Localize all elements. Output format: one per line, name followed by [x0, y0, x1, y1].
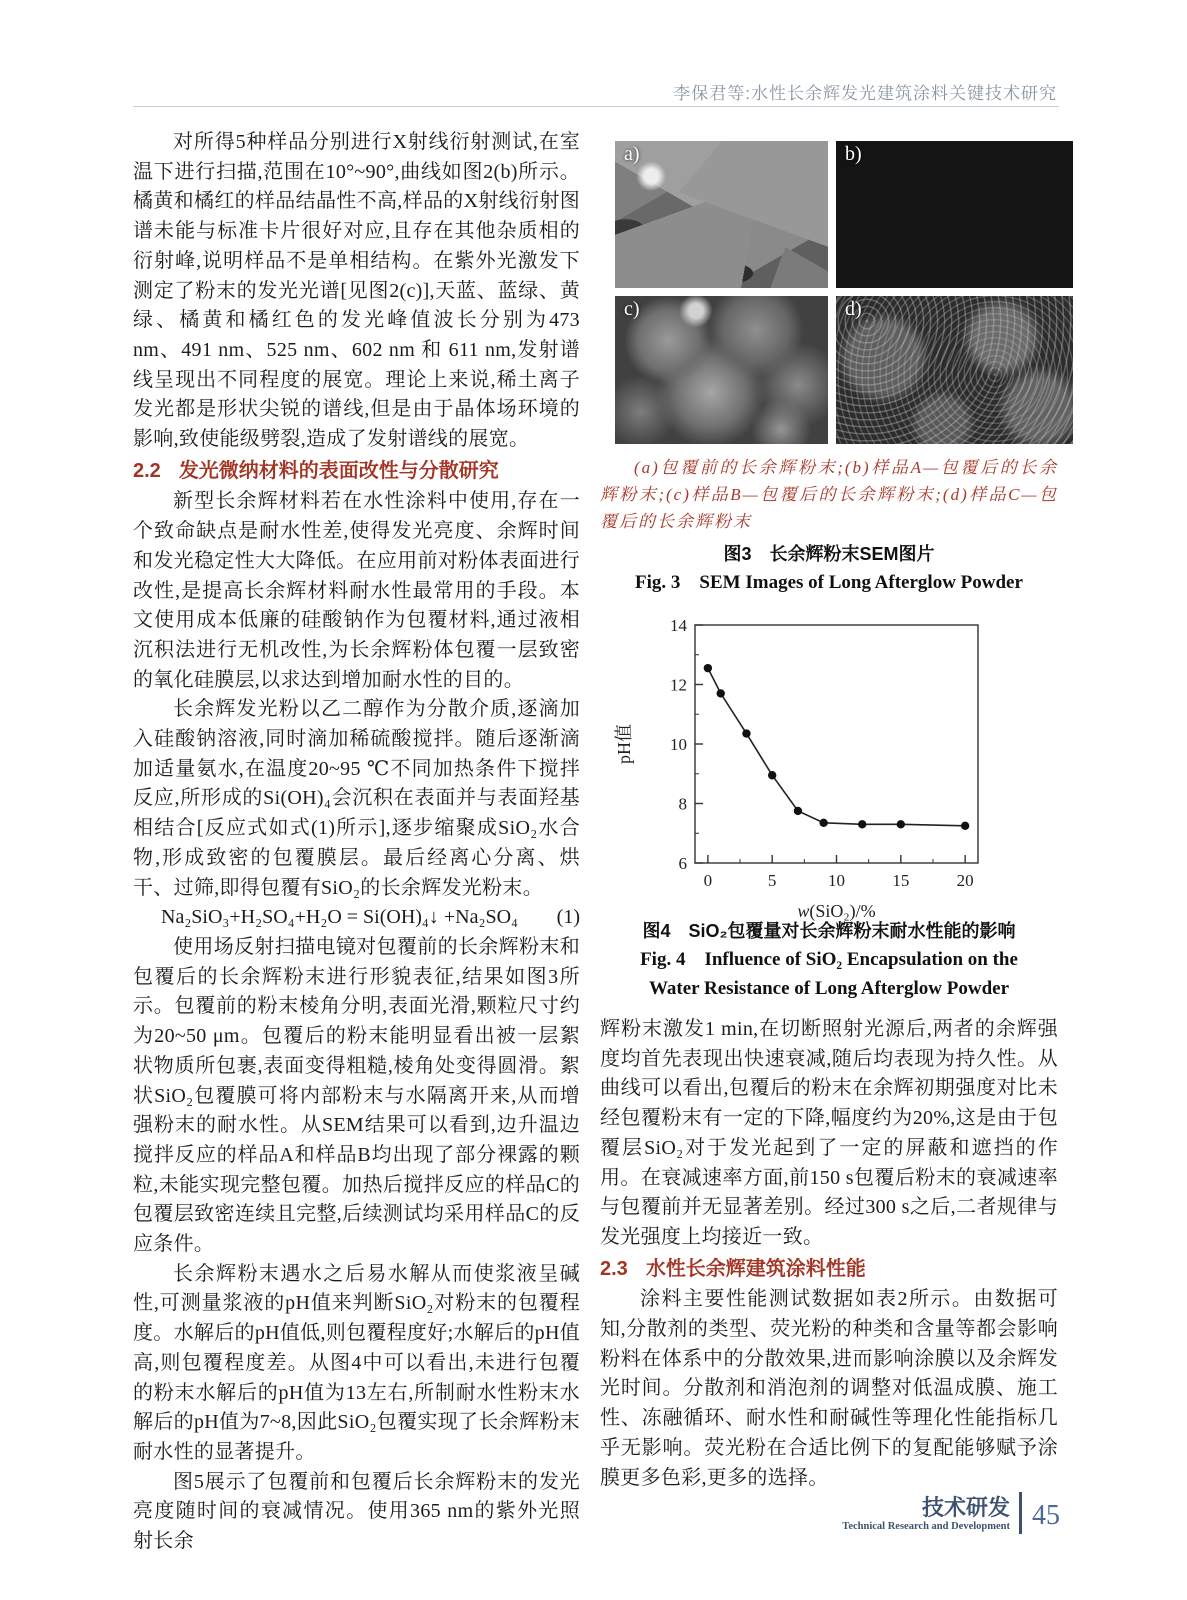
figure4-caption-cn: 图4 SiO₂包覆量对长余辉粉末耐水性能的影响: [642, 921, 1016, 941]
panel-label-a: a): [624, 143, 640, 165]
section-2-3-number: 2.3: [600, 1257, 628, 1280]
right-column: [600, 128, 1058, 1493]
header-rule: [133, 106, 1059, 107]
panel-label-d: d): [845, 298, 862, 320]
paragraph-ph-measurement: 长余辉粉末遇水之后易水解从而使浆液呈碱性,可测量浆液的pH值来判断SiO₂对粉末的包覆程度。水解后的pH值低,则包覆程度好;水解后的pH值高,则包覆程度差。从图4中可以看出,未进行包覆的粉末水解后的pH值为13左右,所制耐水性粉末水解后的pH值为7~8,因此SiO₂包覆实现了长余辉粉末耐水性的显著提升。: [133, 1262, 580, 1463]
figure3-panel-note: (a)包覆前的长余辉粉末;(b)样品A—包覆后的长余辉粉末;(c)样品B—包覆后的长余辉粉末;(d)样品C—包覆后的长余辉粉末: [600, 458, 1058, 531]
figure4-chart-wrap: [600, 605, 1058, 921]
panel-label-b: b): [845, 143, 862, 165]
figure3-caption-en: Fig. 3 SEM Images of Long Afterglow Powder: [635, 572, 1023, 593]
svg-text:w(SiO₂)/%: w(SiO₂)/%: [797, 901, 876, 921]
page-footer: [842, 1492, 1060, 1534]
figure3-caption-cn: 图3 长余辉粉末SEM图片: [723, 544, 935, 564]
equation-text: Na₂SiO₃+H₂SO₄+H₂O = Si(OH)₄↓ +Na₂SO₄: [161, 906, 519, 929]
paragraph-sem-characterization: 使用场反射扫描电镜对包覆前的长余辉粉末和包覆后的长余辉粉末进行形貌表征,结果如图3所示。包覆前的粉末棱角分明,表面光滑,颗粒尺寸约为20~50 μm。包覆后的粉末能明显看出被一层絮状物质所包裹,表面变得粗糙,棱角处变得圆滑。絮状SiO₂包覆膜可将内部粉末与水隔离开来,从而增强粉末的耐水性。从SEM结果可以看到,边升温边搅拌反应的样品A和样品B均出现了部分裸露的颗粒,未能实现完整包覆。加热后搅拌反应的样品C的包覆层致密连续且完整,后续测试均采用样品C的反应条件。: [133, 935, 580, 1256]
paragraph-surface-modification: 新型长余辉材料若在水性涂料中使用,存在一个致命缺点是耐水性差,使得发光亮度、余辉时间和发光稳定性大大降低。在应用前对粉体表面进行改性,是提高长余辉材料耐水性最常用的手段。本文使用成本低廉的硅酸钠作为包覆材料,通过液相沉积法进行无机改性,为长余辉粉体包覆一层致密的氧化硅膜层,以求达到增加耐水性的目的。: [133, 490, 580, 691]
svg-text:10: 10: [828, 871, 845, 890]
svg-text:pH值: pH值: [614, 724, 634, 764]
footer-section-name: [842, 1496, 1010, 1534]
section-2-3-title: 水性长余辉建筑涂料性能: [645, 1257, 866, 1280]
sem-image-b: [836, 141, 1073, 288]
page-number: 45: [1032, 1500, 1060, 1531]
section-2-2-number: 2.2: [133, 459, 161, 482]
paragraph-coating-performance: 涂料主要性能测试数据如表2所示。由数据可知,分散剂的类型、荧光粉的种类和含量等都会影响粉料在体系中的分散效果,进而影响涂膜以及余辉发光时间。分散剂和消泡剂的调整对低温成膜、施工性、冻融循环、耐水性和耐碱性等理化性能指标几乎无影响。荧光粉在合适比例下的复配能够赋予涂膜更多色彩,更多的选择。: [600, 1288, 1058, 1489]
section-2-2-title: 发光微纳材料的表面改性与分散研究: [178, 459, 499, 482]
sem-image-a: [615, 141, 828, 288]
sem-image-c: [615, 296, 828, 444]
footer-section-en: Technical Research and Development: [842, 1521, 1010, 1532]
svg-text:12: 12: [670, 675, 687, 695]
svg-text:10: 10: [670, 735, 687, 754]
equation-1: [133, 903, 580, 933]
paragraph-afterglow-decay: 辉粉末激发1 min,在切断照射光源后,两者的余辉强度均首先表现出快速衰减,随后均表现为持久性。从曲线可以看出,包覆后的粉末在余辉初期强度对比未经包覆粉末有一定的下降,幅度约为20%,这是由于包覆层SiO₂对于发光起到了一定的屏蔽和遮挡的作用。在衰减速率方面,前150 s包覆后粉末的衰减速率与包覆前并无显著差别。经过300 s之后,二者规律与发光强度上均接近一致。: [600, 1018, 1058, 1248]
left-column: [133, 128, 580, 1557]
sem-image-d: [836, 296, 1073, 444]
svg-text:14: 14: [670, 616, 687, 635]
svg-text:8: 8: [678, 794, 687, 814]
paragraph-coating-process: 长余辉发光粉以乙二醇作为分散介质,逐滴加入硅酸钠溶液,同时滴加稀硫酸搅拌。随后逐渐滴加适量氨水,在温度20~95 ℃不同加热条件下搅拌反应,所形成的Si(OH)₄会沉积在表面并与表面羟基相结合[反应式如式(1)所示],逐步缩聚成SiO₂水合物,形成致密的包覆膜层。最后经离心分离、烘干、过筛,即得包覆有SiO₂的长余辉发光粉末。: [133, 698, 580, 899]
figure4-caption-en: Fig. 4 Influence of SiO₂ Encapsulation on the Water Resistance of Long Afterglow Powder: [640, 949, 1018, 999]
footer-section-cn: 技术研发: [921, 1495, 1010, 1520]
panel-label-c: c): [624, 298, 640, 320]
figure4-chart: [600, 605, 1058, 921]
paragraph-figure5-intro: 图5展示了包覆前和包覆后长余辉粉末的发光亮度随时间的衰减情况。使用365 nm的紫外光照射长余: [133, 1470, 580, 1553]
svg-text:6: 6: [678, 854, 687, 873]
section-2-2-heading: [133, 457, 580, 487]
paragraph-xrd-analysis: 对所得5种样品分别进行X射线衍射测试,在室温下进行扫描,范围在10°~90°,曲线如图2(b)所示。橘黄和橘红的样品结晶性不高,样品的X射线衍射图谱未能与标准卡片很好对应,且存在其他杂质相的衍射峰,说明样品不是单相结构。在紫外光激发下测定了粉末的发光光谱[见图2(c)],天蓝、蓝绿、黄绿、橘黄和橘红色的发光峰值波长分别为473 nm、491 nm、525 nm、602 nm 和 611 nm,发射谱线呈现出不同程度的展宽。理论上来说,稀土离子发光都是形状尖锐的谱线,但是由于晶体场环境的影响,致使能级劈裂,造成了发射谱线的展宽。: [133, 131, 580, 451]
equation-number: (1): [556, 906, 580, 929]
running-head: 李保君等:水性长余辉发光建筑涂料关键技术研究: [673, 84, 1057, 103]
svg-text:0: 0: [703, 871, 713, 890]
svg-text:20: 20: [956, 871, 974, 890]
svg-text:5: 5: [767, 871, 777, 890]
figure3-sem-grid: [615, 141, 1073, 444]
section-2-3-heading: [600, 1255, 1058, 1285]
footer-divider: [1019, 1492, 1022, 1534]
svg-text:15: 15: [892, 871, 910, 890]
